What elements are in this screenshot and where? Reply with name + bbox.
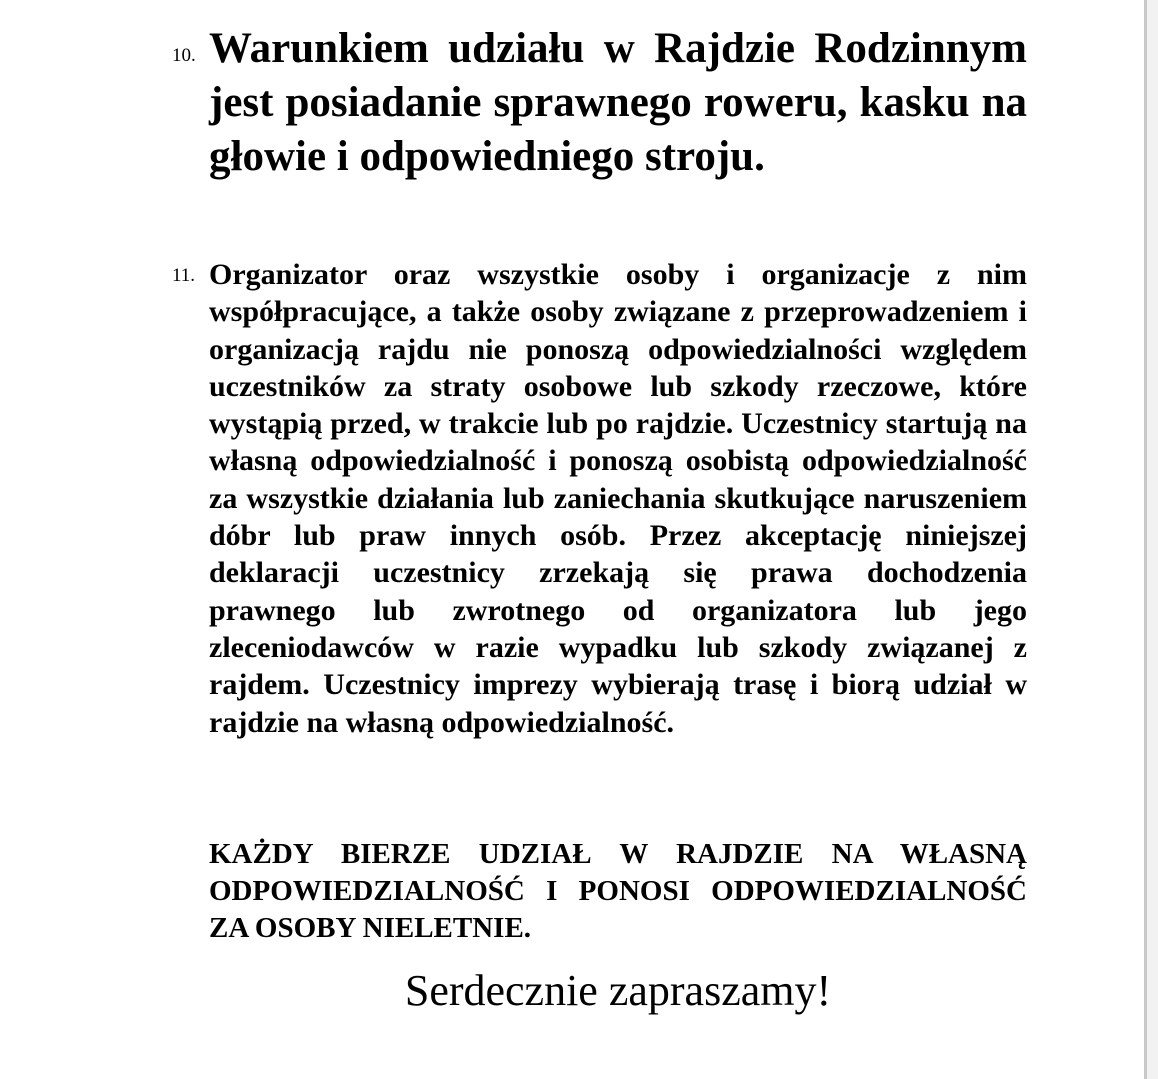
item-text: Warunkiem udziału w Rajdzie Rodzinnym jest posiadanie sprawnego roweru, kasku na głowie i odpowiedniego stroju. <box>209 25 1027 180</box>
closing-invitation: Serdecznie zapraszamy! <box>404 966 832 1015</box>
item-text: Organizator oraz wszystkie osoby i organizacje z nim współpracujące, a także osoby związane z przeprowadzeniem i organizacją rajdu nie ponoszą odpowiedzialności względem uczestników za straty osobowe lub szkody rzeczowe, które wystąpią przed, w trakcie lub po rajdzie. Uczestnicy startują na własną odpowiedzialność i ponoszą osobistą odpowiedzialność za wszystkie działania lub zaniechania skutkujące naruszeniem dóbr lub praw innych osób. Przez akceptację niniejszej deklaracji uczestnicy zrzekają się prawa dochodzenia prawnego lub zwrotnego od organizatora lub jego zleceniodawców w razie wypadku lub szkody związanej z rajdem. Uczestnicy imprezy wybierają trasę i biorą udział w rajdzie na własną odpowiedzialność. <box>209 258 1027 739</box>
item-number: 10. <box>172 45 196 66</box>
viewer-gutter <box>1147 0 1158 1079</box>
responsibility-warning: KAŻDY BIERZE UDZIAŁ W RAJDZIE NA WŁASNĄ ODPOWIEDZIALNOŚĆ I PONOSI ODPOWIEDZIALNOŚĆ ZA OSOBY NIELETNIE. <box>209 838 1027 944</box>
item-number: 11. <box>172 265 196 286</box>
